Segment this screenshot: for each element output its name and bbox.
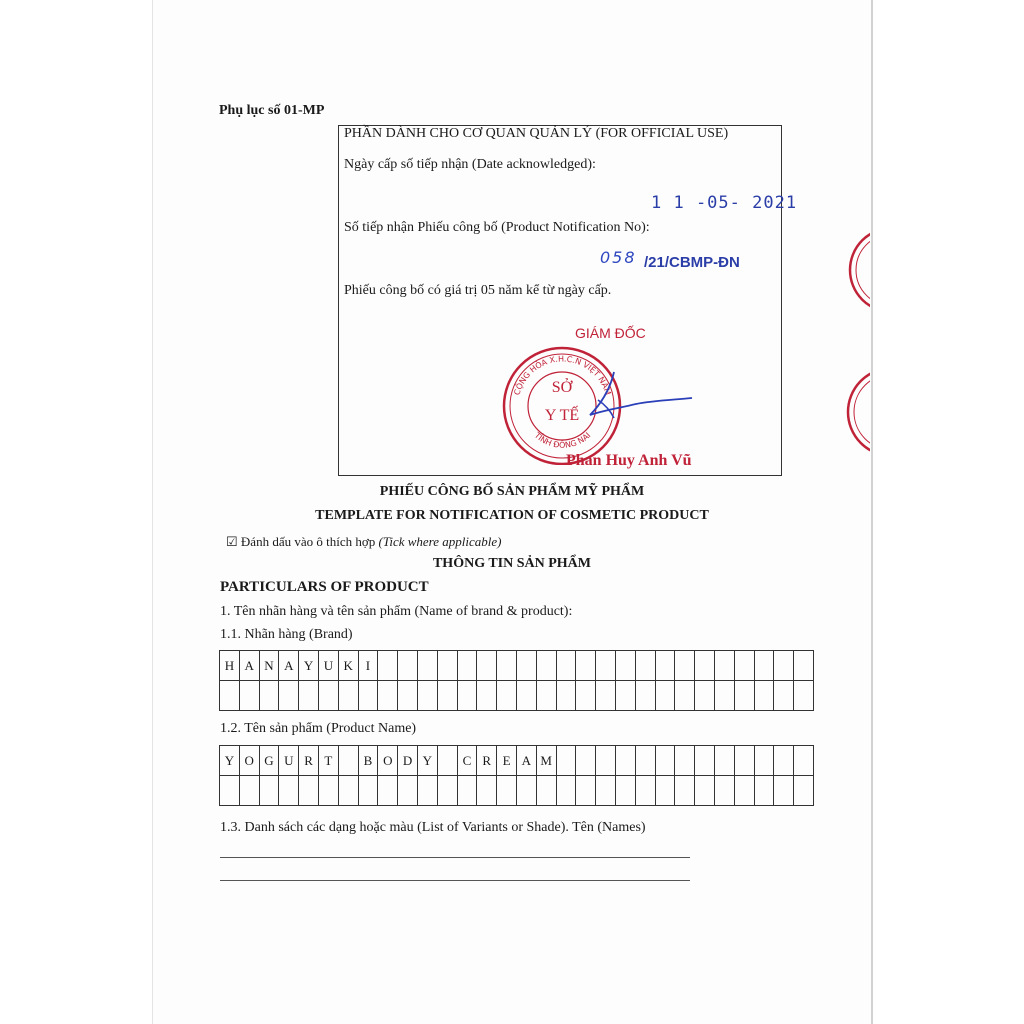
variants-line-2: [220, 880, 690, 881]
letter-cell: [615, 746, 635, 776]
letter-cell: [536, 776, 556, 806]
letter-cell: [714, 651, 734, 681]
letter-cell: B: [358, 746, 378, 776]
product-row: [220, 776, 814, 806]
edge-seal-top: [846, 225, 870, 315]
letter-cell: [457, 776, 477, 806]
letter-cell: [675, 746, 695, 776]
letter-cell: [714, 776, 734, 806]
letter-cell: [338, 681, 358, 711]
letter-cell: [794, 776, 814, 806]
letter-cell: Y: [417, 746, 437, 776]
tick-instruction: [226, 534, 501, 550]
letter-cell: [338, 776, 358, 806]
letter-cell: R: [299, 746, 319, 776]
letter-cell: [754, 681, 774, 711]
letter-cell: [378, 776, 398, 806]
letter-cell: H: [220, 651, 240, 681]
variants-label: 1.3. Danh sách các dạng hoặc màu (List of Variants or Shade). Tên (Names): [220, 820, 646, 835]
letter-cell: [516, 776, 536, 806]
letter-cell: C: [457, 746, 477, 776]
letter-cell: [734, 776, 754, 806]
letter-cell: [437, 746, 457, 776]
letter-cell: O: [378, 746, 398, 776]
seal-bottom-text: TỈNH ĐỒNG NAI: [532, 430, 593, 450]
letter-cell: E: [497, 746, 517, 776]
letter-cell: [556, 746, 576, 776]
letter-cell: [695, 681, 715, 711]
letter-cell: R: [477, 746, 497, 776]
letter-cell: [635, 681, 655, 711]
letter-cell: I: [358, 651, 378, 681]
letter-cell: [714, 746, 734, 776]
letter-cell: [378, 651, 398, 681]
letter-cell: U: [318, 651, 338, 681]
letter-cell: [220, 681, 240, 711]
official-header: PHẦN DÀNH CHO CƠ QUAN QUẢN LÝ (FOR OFFICIAL USE): [344, 126, 729, 141]
letter-cell: G: [259, 746, 279, 776]
letter-cell: [675, 651, 695, 681]
letter-cell: [576, 776, 596, 806]
letter-cell: [358, 681, 378, 711]
letter-cell: [794, 681, 814, 711]
letter-cell: D: [398, 746, 418, 776]
letter-cell: [556, 776, 576, 806]
letter-cell: [576, 651, 596, 681]
letter-cell: [754, 776, 774, 806]
product-row: [220, 746, 814, 776]
letter-cell: [734, 681, 754, 711]
validity-text: Phiếu công bố có giá trị 05 năm kể từ ngày cấp.: [344, 283, 612, 298]
letter-cell: [299, 776, 319, 806]
letter-cell: [279, 776, 299, 806]
letter-cell: [596, 651, 616, 681]
letter-cell: [398, 681, 418, 711]
signature-scribble: [570, 360, 700, 430]
letter-cell: [714, 681, 734, 711]
letter-cell: [655, 776, 675, 806]
letter-cell: [675, 681, 695, 711]
letter-cell: [299, 681, 319, 711]
letter-cell: A: [279, 651, 299, 681]
letter-cell: U: [279, 746, 299, 776]
notification-number-stamp: /21/CBMP-ĐN: [644, 254, 740, 271]
letter-cell: [655, 681, 675, 711]
seal-top-text: CỘNG HÒA X.H.C.N VIỆT NAM: [512, 354, 613, 397]
letter-cell: [318, 776, 338, 806]
letter-cell: [417, 681, 437, 711]
tick-text-en: (Tick where applicable): [378, 534, 502, 549]
letter-cell: [477, 776, 497, 806]
letter-cell: Y: [299, 651, 319, 681]
letter-cell: [437, 681, 457, 711]
letter-cell: [576, 681, 596, 711]
letter-cell: [536, 681, 556, 711]
letter-cell: O: [239, 746, 259, 776]
letter-cell: [398, 776, 418, 806]
letter-cell: [635, 651, 655, 681]
letter-cell: [239, 681, 259, 711]
brand-row: [220, 651, 814, 681]
edge-seal-bottom: [846, 365, 870, 460]
letter-cell: [220, 776, 240, 806]
letter-cell: [596, 681, 616, 711]
letter-cell: [398, 651, 418, 681]
letter-cell: [497, 681, 517, 711]
letter-cell: [734, 651, 754, 681]
variants-line-1: [220, 857, 690, 858]
section-heading-vi: THÔNG TIN SẢN PHẨM: [432, 556, 592, 571]
letter-cell: [635, 746, 655, 776]
notification-number-handwritten: 058: [600, 248, 637, 267]
letter-cell: Y: [220, 746, 240, 776]
letter-cell: T: [318, 746, 338, 776]
letter-cell: [477, 681, 497, 711]
letter-cell: [516, 681, 536, 711]
notification-label: Số tiếp nhận Phiếu công bố (Product Notification No):: [344, 220, 650, 235]
product-name-label: 1.2. Tên sản phẩm (Product Name): [220, 721, 417, 736]
letter-cell: [358, 776, 378, 806]
letter-cell: [695, 651, 715, 681]
letter-cell: [477, 651, 497, 681]
letter-cell: [437, 651, 457, 681]
letter-cell: [635, 776, 655, 806]
letter-cell: [596, 776, 616, 806]
letter-cell: N: [259, 651, 279, 681]
letter-cell: [655, 651, 675, 681]
letter-cell: [417, 776, 437, 806]
letter-cell: [556, 651, 576, 681]
letter-cell: [576, 746, 596, 776]
letter-cell: [794, 746, 814, 776]
letter-cell: [754, 746, 774, 776]
title-vietnamese: PHIẾU CÔNG BỐ SẢN PHẨM MỸ PHẨM: [379, 484, 645, 499]
letter-cell: A: [516, 746, 536, 776]
letter-cell: [318, 681, 338, 711]
letter-cell: [675, 776, 695, 806]
letter-cell: [536, 651, 556, 681]
letter-cell: [754, 651, 774, 681]
brand-letter-grid: [219, 650, 814, 711]
letter-cell: [556, 681, 576, 711]
letter-cell: [497, 776, 517, 806]
tick-text-vi: Đánh dấu vào ô thích hợp: [240, 534, 376, 549]
letter-cell: [774, 681, 794, 711]
letter-cell: A: [239, 651, 259, 681]
letter-cell: [457, 681, 477, 711]
letter-cell: [655, 746, 675, 776]
letter-cell: [457, 651, 477, 681]
letter-cell: [259, 681, 279, 711]
letter-cell: [615, 681, 635, 711]
seal-line-1: SỞ: [551, 379, 573, 396]
letter-cell: [259, 776, 279, 806]
letter-cell: [774, 651, 794, 681]
brand-label: 1.1. Nhãn hàng (Brand): [220, 627, 353, 642]
date-stamp: 1 1 -05- 2021: [651, 193, 798, 213]
letter-cell: [338, 746, 358, 776]
letter-cell: [417, 651, 437, 681]
letter-cell: [279, 681, 299, 711]
seal-line-2: Y TẾ: [544, 407, 580, 424]
brand-row: [220, 681, 814, 711]
appendix-label: Phụ lục số 01-MP: [219, 103, 325, 118]
letter-cell: [516, 651, 536, 681]
letter-cell: [695, 746, 715, 776]
letter-cell: [596, 746, 616, 776]
title-english: TEMPLATE FOR NOTIFICATION OF COSMETIC PRODUCT: [315, 508, 709, 523]
product-letter-grid: [219, 745, 814, 806]
date-label: Ngày cấp số tiếp nhận (Date acknowledged):: [344, 157, 596, 172]
letter-cell: [437, 776, 457, 806]
letter-cell: K: [338, 651, 358, 681]
letter-cell: [774, 776, 794, 806]
letter-cell: [615, 651, 635, 681]
letter-cell: [378, 681, 398, 711]
checkbox-icon: ☑: [226, 534, 238, 549]
letter-cell: M: [536, 746, 556, 776]
letter-cell: [239, 776, 259, 806]
letter-cell: [734, 746, 754, 776]
letter-cell: [615, 776, 635, 806]
letter-cell: [695, 776, 715, 806]
letter-cell: [774, 746, 794, 776]
director-title: GIÁM ĐỐC: [575, 325, 646, 341]
letter-cell: [497, 651, 517, 681]
section-heading-en: PARTICULARS OF PRODUCT: [220, 579, 429, 595]
question-1-label: 1. Tên nhãn hàng và tên sản phẩm (Name of brand & product):: [220, 604, 573, 619]
letter-cell: [794, 651, 814, 681]
signer-name: Phan Huy Anh Vũ: [566, 452, 692, 469]
